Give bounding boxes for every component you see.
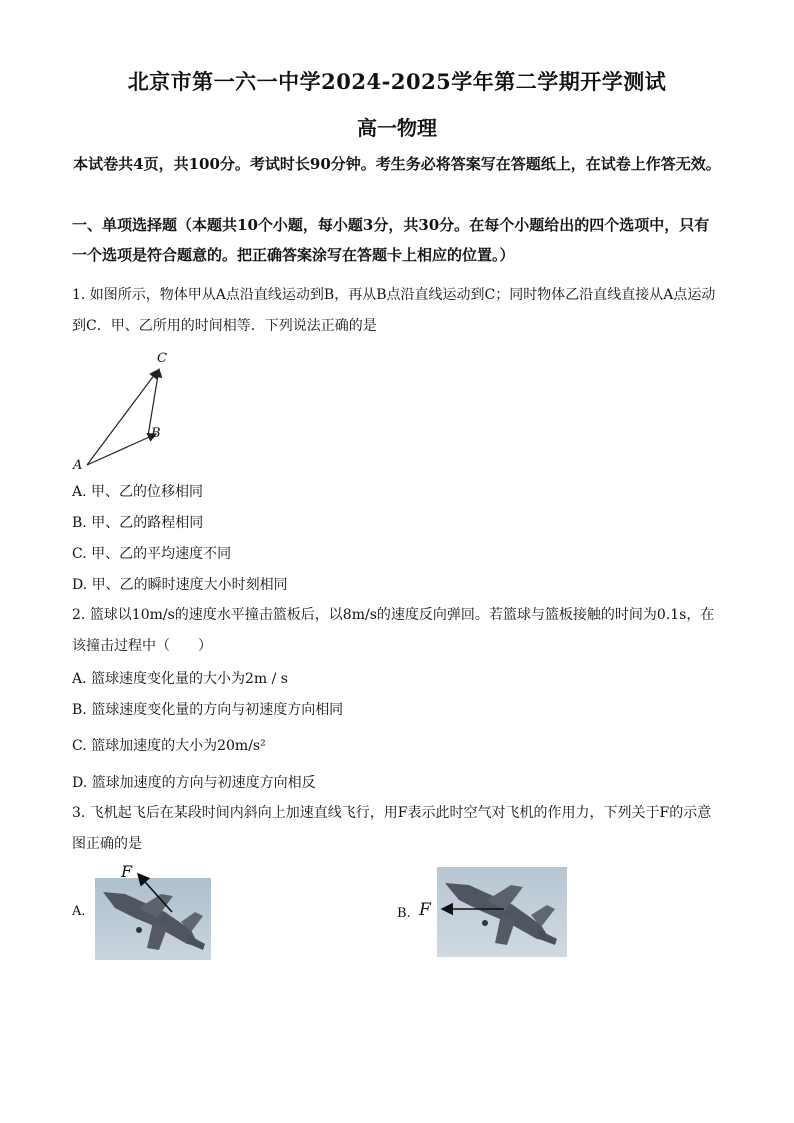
question-2-option-a: A. 篮球速度变化量的大小为2m / s [72,671,288,687]
page-title: 北京市第一六一中学2024-2025学年第二学期开学测试 [127,69,667,94]
question-1-option-b: B. 甲、乙的路程相同 [72,515,204,531]
question-1-option-d: D. 甲、乙的瞬时速度大小时刻相同 [72,577,288,593]
displacement-diagram [68,350,178,475]
segment-ab [87,434,156,465]
point-b-label: B [151,426,161,441]
choice-b-label: B. [397,906,411,921]
choice-a-label: A. [72,904,86,919]
question-1-option-c: C. 甲、乙的平均速度不同 [72,546,232,562]
segment-ac [87,370,158,465]
section-heading: 一、单项选择题（本题共10个小题，每小题3分，共30分。在每个小题给出的四个选项中，只有一个选项是符合题意的。把正确答案涂写在答题卡上相应的位置。） [72,216,710,264]
question-1-stem: 1. 如图所示，物体甲从A点沿直线运动到B，再从B点沿直线运动到C；同时物体乙沿直线直接从A点运动到C．甲、乙所用的时间相等．下列说法正确的是 [72,287,716,334]
force-label-a: F [121,862,133,881]
exam-instructions: 本试卷共4页，共100分。考试时长90分钟。考生务必将答案写在答题纸上，在试卷上作答无效。 [73,155,721,173]
question-3-stem: 3. 飞机起飞后在某段时间内斜向上加速直线飞行，用F表示此时空气对飞机的作用力，下列关于F的示意图正确的是 [72,805,712,852]
question-2-stem: 2. 篮球以10m/s的速度水平撞击篮板后，以8m/s的速度反向弹回。若篮球与篮板接触的时间为0.1s，在该撞击过程中（ ） [72,607,715,654]
question-1-option-a: A. 甲、乙的位移相同 [72,484,204,500]
question-2-option-d: D. 篮球加速度的方向与初速度方向相反 [72,775,316,791]
point-c-label: C [157,351,167,366]
force-arrow-b [436,900,506,916]
page-subtitle: 高一物理 [357,116,437,140]
force-label-b: F [419,900,431,920]
point-a-label: A [73,458,83,473]
question-2-option-c: C. 篮球加速度的大小为20m/s² [72,738,266,754]
question-2-option-b: B. 篮球速度变化量的方向与初速度方向相同 [72,702,344,718]
